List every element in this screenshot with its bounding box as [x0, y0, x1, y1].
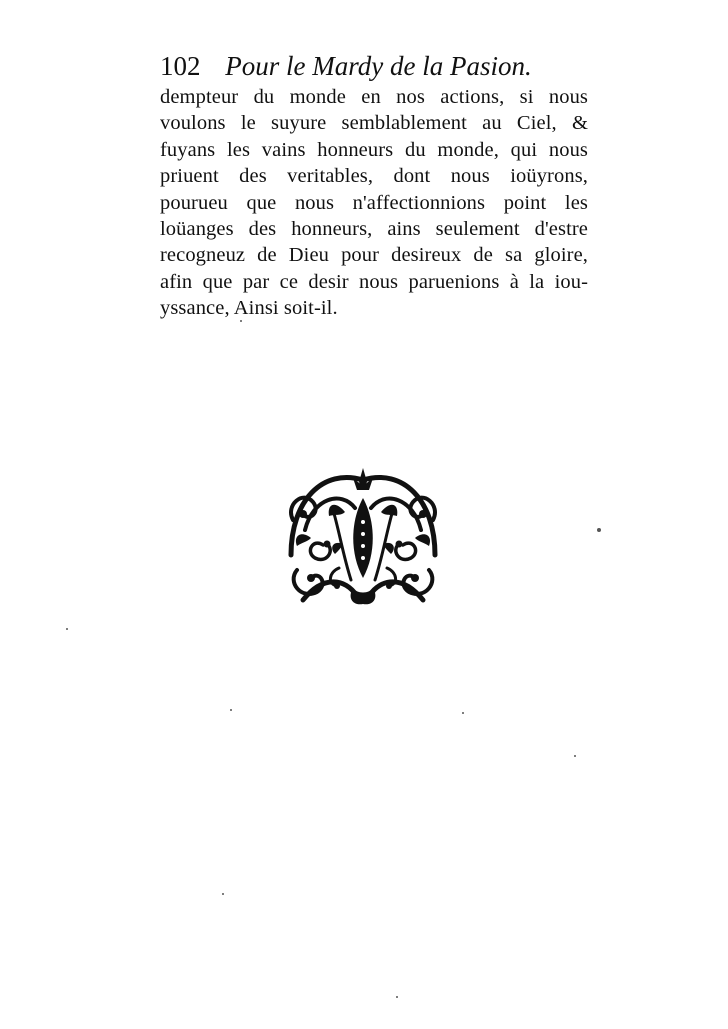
- body-text: [160, 84, 588, 322]
- text-line: afin que par ce desir nous paruenions à la iou-: [160, 270, 588, 293]
- paper-speck: [462, 712, 464, 714]
- paper-speck: [66, 628, 68, 630]
- text-line: loüanges des honneurs, ains seulement d'estre: [160, 217, 588, 240]
- text-line: fuyans les vains honneurs du monde, qui nous: [160, 138, 588, 161]
- paper-speck: [396, 996, 398, 998]
- paper-speck: [222, 893, 224, 895]
- page-number: 102: [160, 51, 201, 81]
- running-head: [160, 48, 580, 84]
- fleuron-ornament-icon: [283, 460, 443, 610]
- text-line: recogneuz de Dieu pour desireux de sa gloire,: [160, 244, 588, 267]
- paper-speck: [597, 528, 601, 532]
- paper-speck: [230, 709, 232, 711]
- text-line: yssance, Ainsi soit-il.: [160, 297, 338, 320]
- text-line: priuent des veritables, dont nous ioüyrons,: [160, 165, 588, 188]
- text-line: voulons le suyure semblablement au Ciel, &: [160, 112, 588, 135]
- paper-speck: [574, 755, 576, 757]
- text-line: pourueu que nous n'affectionnions point les: [160, 191, 588, 214]
- running-title: Pour le Mardy de la Pasion.: [225, 51, 532, 81]
- paper-speck: [240, 320, 242, 322]
- text-line: dempteur du monde en nos actions, si nous: [160, 86, 588, 108]
